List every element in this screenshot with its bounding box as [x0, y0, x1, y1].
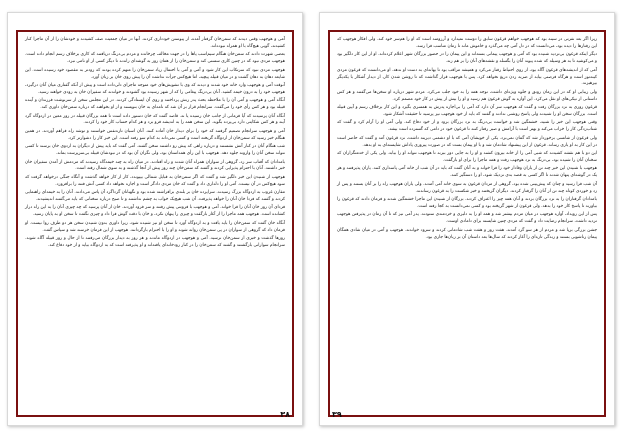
- paragraph: ولی زیبایی او که در این زمان رونق و جلوه ویژه‌ای داشت، توجه همه را به خود جلب می‌کرد. مردم شهر درباره او سخن‌ها می‌گفتند و هر کس داستانی از نیکی‌های او نقل می‌کرد. این آوازه به گوش قرغون هم رسید و او را بیش از پیش در کار خود مصمم کرد.: [337, 89, 597, 102]
- left-page-number: ۳۸: [280, 410, 290, 419]
- paragraph: آمی که از اندیشه‌های قرغون آگاه بود، از روی احتیاط رفتار می‌کرد و همیشه مراقب بود تا بهانه‌ای به دست او ندهد. او می‌دانست که قرغون مردی کینه‌توز است و هرگاه فرصتی بیابد از ضربه زدن دریغ نخواهد کرد. پس با هوجهب قرار گذاشت که تا روشن شدن کار، از دیدار آشکار با یکدیگر بپرهیزند.: [337, 67, 597, 87]
- paragraph: آنگاه آنان پرسیدند که آیا فرمانی از جانب خان رسیده یا نه. قاصد گفت که خان دستور داده است تا همه بزرگان قبیله در روز معین در اردوگاه گرد آیند و هر کس شکایتی دارد بی‌پرده بگوید. این سخن همه را به اندیشه فرو برد و هر کدام حساب کار خود را کردند.: [25, 113, 285, 126]
- right-page-number: ۳۹: [332, 410, 342, 419]
- paragraph: وقتی هوجهب این خبر را شنید، خشمگین شد و خواست بی‌درنگ به نزد بزرگان برود و از خود دفاع کند. ولی آمی او را آرام کرد و گفت که شتاب‌زدگی کار را خراب می‌کند و بهتر است با آرامش و صبر رفتار کنند تا قرغون خود در دامی که گسترده است بیفتد.: [337, 120, 597, 133]
- right-page-frame: [328, 30, 606, 417]
- paragraph: دیگر اینکه قرغون بی‌تردید شنیده بود که آمی و هوجهب پیمانی بسته‌اند و این پیمان را در حضور بزرگان شهر اعلام کرده‌اند. او از این کار دلگیر بود و می‌کوشید تا به هر وسیله که شده پیوند آنان را بگسلد و نقشه‌های آنان را بر هم زند.: [337, 52, 597, 65]
- paragraph: فردای آن روز خان آنان را فرا خواند. آمی و هوجهب با فروتنی پیش رفتند و سر فرود آوردند. خان از آنان پرسید که چه چیزی آنان را به این راه دراز کشانده است. هوجهب همه ماجرا را از آغاز بازگفت و چیزی را پنهان نکرد، و خان با دقت گوش فرا داد و چیزی نگفت تا سخن او به پایان رسید.: [25, 205, 285, 218]
- paragraph: شب هنگام آنان در کنار آتش نشستند و درباره راهی که پیش رو داشتند سخن گفتند. آمی گفت که باید پیش از دیگران به اردوی خان برسند تا کسی نتواند سخن آنان را وارونه جلوه دهد. هوجهب با این رأی همداستان بود، ولی نگران آن بود که در نبودشان قبیله بی‌سرپرست بماند.: [25, 144, 285, 157]
- paragraph: بامدادان گرفتاران را به نزد بزرگان بردند و آنان همه چیز را اعتراف کردند. بزرگان از شنیدن این ماجرا خشمگین شدند و فرمان دادند که قرغون را بیاورند تا پاسخ کار خود را بدهد. ولی قرغون از شهر گریخته بود و کسی نمی‌دانست به کجا رفته است.: [337, 197, 597, 209]
- right-page-text: [330, 32, 604, 241]
- left-page-frame: [16, 30, 294, 417]
- paragraph: ولی قرغون از شانسی برخوردار شد که گمان نمی‌برد. یکی از خویشان آمی که با او دشمنی دیرینه داشت، نزد قرغون آمد و گفت که حاضر است در این کار به او یاری رساند. قرغون از این پیشنهاد شادمان شد و با او پیمان بست که در صورت پیروزی پاداش شایسته‌ای به او بدهد.: [337, 135, 597, 148]
- paragraph: هوجهب با شنیدن این خبر چند تن از یاران وفادار خود را فرا خواند و به آنان گفت که باید در آن شب از خانه آمی پاسداری کنند. یاران پذیرفتند و هر یک در گوشه‌ای پنهان شدند تا اگر کسی به قصد بدی نزدیک شود، او را دستگیر کنند.: [337, 166, 597, 179]
- paragraph: هوجهب از شنیدن این خبر دلگیر شد و گفت که اگر سمن‌خان به قبایل شمالی بپیوندد، کار از کار خواهد گذشت و آنگاه جنگی درخواهد گرفت که سود هیچ‌کس در آن نیست. آمی او را دلداری داد و گفت که خان مردی دادگر است و اجازه نخواهد داد کسی آتش فتنه را برافروزد.: [25, 174, 285, 187]
- paragraph: جشن بزرگی برپا شد و مردم از هر سو گرد آمدند. هفت روز و هفت شب شادمانی کردند و سرود خواندند. هوجهب و آمی در میان شادی همگان پیمان زناشویی بستند و زندگی تازه‌ای را آغاز کردند که سال‌ها بعد داستان آن بر زبان‌ها جاری بود.: [337, 227, 597, 240]
- paragraph: آنگاه آمی و هوجهب و آمی آن را با ملاحظه بحث پدر زنش پرداختند و روی آن ایستادگی کردند. در این مجلس سخن از سرنوشت فرزندان و آینده قبیله بود و هر کس رأی خود را می‌گفت. سرانجام قرار بر آن شد که نامه‌ای به خان بنویسند و از او بخواهند که درباره سمن‌خان داوری کند.: [25, 98, 285, 111]
- paragraph: آنوقت آمی و هوجهب وارد خانه خود شدند و دیدند که وی با تشویش‌های خود متوجه ماجرای دلی‌داده است و پیش از آنکه گفتاری میان آنان درگیرد، هوجهب خود را به درون خیمه کشید. آنان بی‌درنگ پیغامی را که از شهر رسیده بود گشودند و خواندند که سفیران خان به زودی خواهند رسید.: [25, 82, 285, 95]
- paragraph: قرغون روزی به نزد بزرگان رفت و گفت که هوجهب سر آن دارد که آمی را بی‌اجازه پدرش به همسری بگیرد و این کار برخلاف رسم و آیین قبیله است. بزرگان سخن او را شنیدند ولی پاسخ روشنی ندادند و گفتند که باید از خود هوجهب نیز پرسید تا حقیقت آشکار شود.: [337, 105, 597, 118]
- paragraph: پس از این رویداد، آوازه هوجهب در میان مردم بیشتر شد و همه او را به دلیری و خردمندی ستودند. پدر آمی نیز که تا آن زمان در پذیرفتن هوجهب تردید داشت، سرانجام رضایت داد و گفت که مردی چنین شایسته برای دامادی اوست.: [337, 212, 597, 225]
- paragraph: آمی و هوجهب سرانجام تصمیم گرفتند که خود را برای دیدار خان آماده کنند. آنان اسبان تازه‌نفس خواستند و توشه راه فراهم آوردند. در همین هنگام خبر رسید که سمن‌خان از اردوگاه گریخته است و کسی نمی‌داند به کدام سو رفته است. این خبر کار را دشوارتر کرد.: [25, 128, 285, 141]
- paragraph: بامدادان که آفتاب سر زد، گروهی از سواران همراه آنان شدند و راه افتادند. در میان راه به چند خیمه‌گاه رسیدند که مردمش از آمدن سفیران خان خبر داشتند. آنان با احترام پذیرایی کردند و گفتند که سمن‌خان چند روز پیش از آنجا گذشته و به سوی شمال رفته است.: [25, 159, 285, 172]
- left-page-text: [18, 32, 292, 250]
- paragraph: هوجهب مردی نبود که سرتکاب این کار شود و آمی و آمی با احتمال زیاد سمن‌خان را متهم کرده بودند که زودتر به مقصود خود رسیده است. این شایعه دهان به دهان گشت و در میان قبیله پیچید، اما هیچ‌کس جرأت نداشت آن را پیش روی خان بر زبان آورد.: [25, 67, 285, 80]
- paragraph: آن شب فرا رسید و چنان که پیش‌بینی شده بود، گروهی از مردان قرغون به سوی خانه آمی آمدند. ولی یاران هوجهب راه را بر آنان بستند و پس از زد و خوردی کوتاه چند تن از آنان را گرفتار کردند. دیگران گریختند و خبر شکست را به قرغون رساندند.: [337, 181, 597, 194]
- left-page: [7, 12, 303, 426]
- paragraph: مقارن غروب به اردوگاه بزرگ رسیدند. سراپرده خان بر بلندی برافراشته شده بود و نگهبانان گرداگرد آن پاس می‌دادند. آنان را به خیمه‌ای راهنمایی کردند و گفتند که فردا خان آنان را خواهد پذیرفت. آن شب هیچ‌یک خواب به چشم نداشتند و تا صبح درباره سخنانی که باید می‌گفتند اندیشیدند.: [25, 190, 285, 203]
- paragraph: زیرا اگر بعد نفرتی در سینه بود که هوجهب خواهم قرغون سابق را دوست نمیدارد و آرزومند است که او را هم‌سر خود کند. ولی افکار هوجهب که این رفتارها را دیده بود، می‌دانست که در دل آمی چه می‌گذرد و خاموش ماند تا زمان مناسب فرا رسد.: [337, 37, 597, 49]
- paragraph: این دو با هم نقشه کشیدند که شبی آمی را از خانه بیرون کشند و او را به جایی دور ببرند تا هوجهب نتواند او را بیابد. ولی یکی از خدمتگزاران که سخنان آنان را شنیده بود، بی‌درنگ به نزد هوجهب رفت و همه ماجرا را برای او بازگفت.: [337, 151, 597, 163]
- paragraph: روزها گذشت و خبری از سمن‌خان نرسید. آمی و هوجهب در اردوگاه ماندند و هر روز به دیدار بزرگان می‌رفتند تا از حال و روز قبیله آگاه شوند. سرانجام سوارانی بازگشتند و گفتند که سمن‌خان را در کنار رودخانه‌ای یافته‌اند و او پذیرفته است که به اردوگاه بیاید و از خود دفاع کند.: [25, 236, 285, 248]
- right-page: [319, 12, 615, 426]
- paragraph: بعضی شهرت دادند که سمن‌خان هنگام سیم‌اسب پاها را در جهت مخالف چرخانده و مردم بی‌درنگ دریافتند که کاری برخلاف رسم انجام داده است. هوجهب مردی نبود که در چنین کاری سستی کند و سمن‌خان را از همان روز به گوشه‌ای راندند تا دیگر کسی از او نامی نبرد.: [25, 52, 285, 65]
- paragraph: آمی و هوجهب وقتی دیدند که سمن‌خان گرفتار آمده، از پیوستن خودداری کردند. آنها در میان جمعیت صف کشیدند و خودشان را از آن ماجرا کنار کشیدند، گویی هیچ‌گاه با او همراه نبوده‌اند.: [25, 37, 285, 49]
- paragraph: آنگاه خان گفت که سمن‌خان را باید یافت و به اردوگاه آورد تا سخن او نیز شنیده شود، زیرا داوری بدون شنیدن سخن هر دو طرف روا نیست. او فرمان داد که گروهی از سواران در پی سمن‌خان روانه شوند و او را با احترام بازگردانند. هوجهب از این فرمان خرسند شد و سپاس گفت.: [25, 220, 285, 233]
